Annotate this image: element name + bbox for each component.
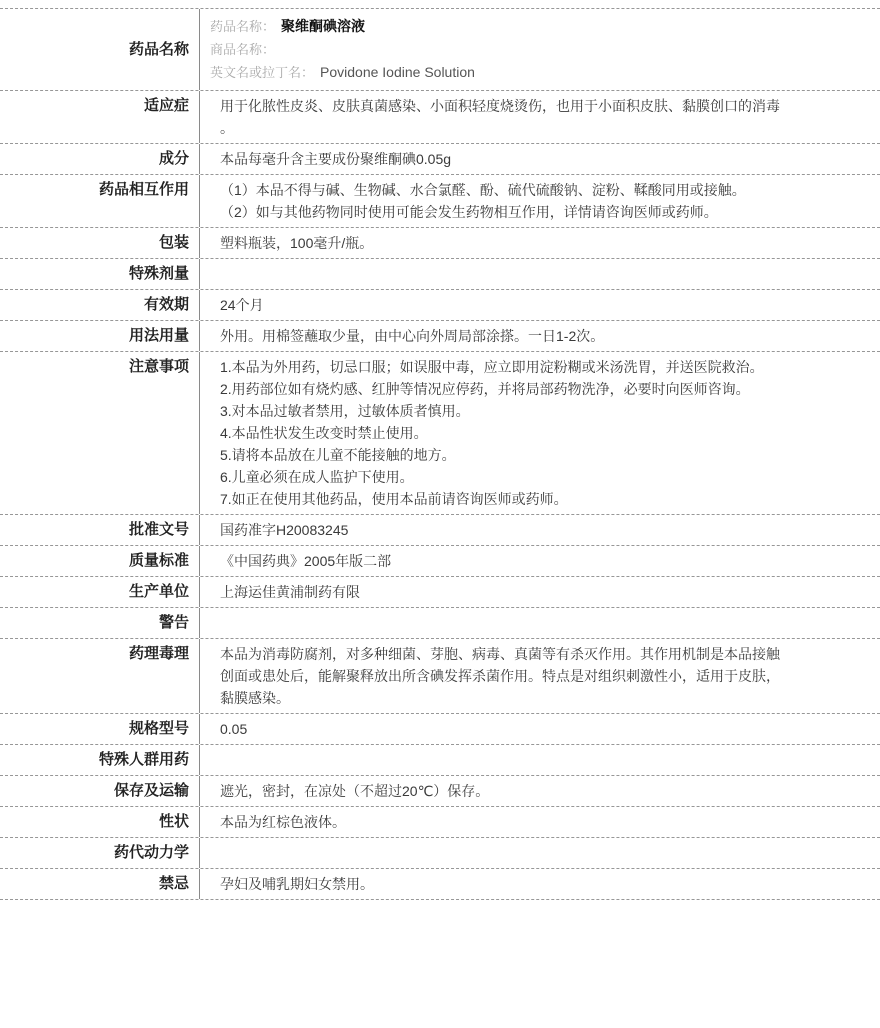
content-line: 5.请将本品放在儿童不能接触的地方。 [220, 447, 456, 463]
field-value: Povidone Iodine Solution [320, 64, 475, 80]
drug-info-table [0, 8, 880, 900]
content-line: （1）本品不得与碱、生物碱、水合氯醛、酚、硫代硫酸钠、淀粉、鞣酸同用或接触。 [220, 182, 746, 198]
table-row [0, 9, 880, 91]
table-row [0, 776, 880, 807]
name-field [210, 61, 860, 84]
row-content [200, 352, 880, 514]
table-row [0, 639, 880, 714]
table-row [0, 745, 880, 776]
row-label: 用法用量 [0, 321, 200, 351]
row-label: 药理毒理 [0, 639, 200, 713]
name-field [210, 15, 860, 38]
row-content [200, 546, 880, 576]
row-content [200, 515, 880, 545]
table-row [0, 577, 880, 608]
row-label: 药品名称 [0, 9, 200, 90]
field-label: 药品名称： [210, 19, 276, 34]
content-line: 7.如正在使用其他药品，使用本品前请咨询医师或药师。 [220, 491, 568, 507]
field-label: 商品名称： [210, 42, 276, 57]
table-row [0, 352, 880, 515]
row-label: 性状 [0, 807, 200, 837]
row-label: 警告 [0, 608, 200, 638]
row-content [200, 577, 880, 607]
row-label: 禁忌 [0, 869, 200, 899]
content-line: 3.对本品过敏者禁用，过敏体质者慎用。 [220, 403, 470, 419]
content-line: 遮光，密封，在凉处（不超过20℃）保存。 [220, 783, 490, 799]
content-line: 6.儿童必须在成人监护下使用。 [220, 469, 414, 485]
table-row [0, 546, 880, 577]
row-content [200, 9, 880, 90]
content-line: 本品为消毒防腐剂，对多种细菌、芽胞、病毒、真菌等有杀灭作用。其作用机制是本品接触 [220, 646, 780, 662]
row-content [200, 144, 880, 174]
table-row [0, 259, 880, 290]
row-label: 有效期 [0, 290, 200, 320]
content-line: 2.用药部位如有烧灼感、红肿等情况应停药，并将局部药物洗净，必要时向医师咨询。 [220, 381, 750, 397]
row-content [200, 290, 880, 320]
row-content [200, 321, 880, 351]
row-label: 成分 [0, 144, 200, 174]
content-line: 0.05 [220, 721, 248, 737]
table-row [0, 175, 880, 228]
row-content [200, 838, 880, 868]
content-line: 上海运佳黄浦制药有限 [220, 584, 360, 600]
row-label: 质量标准 [0, 546, 200, 576]
table-row [0, 228, 880, 259]
content-line: 《中国药典》2005年版二部 [220, 553, 392, 569]
content-line: （2）如与其他药物同时使用可能会发生药物相互作用，详情请咨询医师或药师。 [220, 204, 718, 220]
content-line: 24个月 [220, 297, 264, 313]
row-content [200, 745, 880, 775]
table-row [0, 838, 880, 869]
content-line: 黏膜感染。 [220, 690, 290, 706]
row-label: 生产单位 [0, 577, 200, 607]
row-label: 注意事项 [0, 352, 200, 514]
content-line: 塑料瓶装，100毫升/瓶。 [220, 235, 374, 251]
row-label: 适应症 [0, 91, 200, 143]
content-line: 用于化脓性皮炎、皮肤真菌感染、小面积轻度烧烫伤，也用于小面积皮肤、黏膜创口的消毒 [220, 98, 780, 114]
row-content [200, 714, 880, 744]
table-row [0, 321, 880, 352]
content-line: 外用。用棉签蘸取少量，由中心向外周局部涂搽。一日1-2次。 [220, 328, 605, 344]
table-row [0, 91, 880, 144]
table-row [0, 869, 880, 900]
row-label: 规格型号 [0, 714, 200, 744]
content-line: 本品为红棕色液体。 [220, 814, 346, 830]
field-value: 聚维酮碘溶液 [281, 18, 366, 34]
row-label: 特殊剂量 [0, 259, 200, 289]
table-row [0, 608, 880, 639]
row-content [200, 608, 880, 638]
field-label: 英文名或拉丁名： [210, 65, 315, 80]
table-row [0, 515, 880, 546]
row-content [200, 776, 880, 806]
row-content [200, 869, 880, 899]
content-line: 国药准字H20083245 [220, 522, 349, 538]
content-line: 本品每毫升含主要成份聚维酮碘0.05g [220, 151, 452, 167]
content-line: 1.本品为外用药，切忌口服；如误服中毒，应立即用淀粉糊或米汤洗胃，并送医院救治。 [220, 359, 764, 375]
row-label: 特殊人群用药 [0, 745, 200, 775]
content-line: 。 [220, 120, 234, 136]
row-label: 批准文号 [0, 515, 200, 545]
row-content [200, 91, 880, 143]
row-content [200, 807, 880, 837]
row-label: 药品相互作用 [0, 175, 200, 227]
row-content [200, 175, 880, 227]
table-row [0, 807, 880, 838]
row-label: 药代动力学 [0, 838, 200, 868]
table-row [0, 714, 880, 745]
table-row [0, 144, 880, 175]
content-line: 4.本品性状发生改变时禁止使用。 [220, 425, 428, 441]
row-label: 包装 [0, 228, 200, 258]
content-line: 孕妇及哺乳期妇女禁用。 [220, 876, 374, 892]
content-line: 创面或患处后，能解聚释放出所含碘发挥杀菌作用。特点是对组织刺激性小，适用于皮肤， [220, 668, 780, 684]
row-content [200, 228, 880, 258]
row-content [200, 259, 880, 289]
row-content [200, 639, 880, 713]
row-label: 保存及运输 [0, 776, 200, 806]
table-row [0, 290, 880, 321]
name-field [210, 38, 860, 61]
